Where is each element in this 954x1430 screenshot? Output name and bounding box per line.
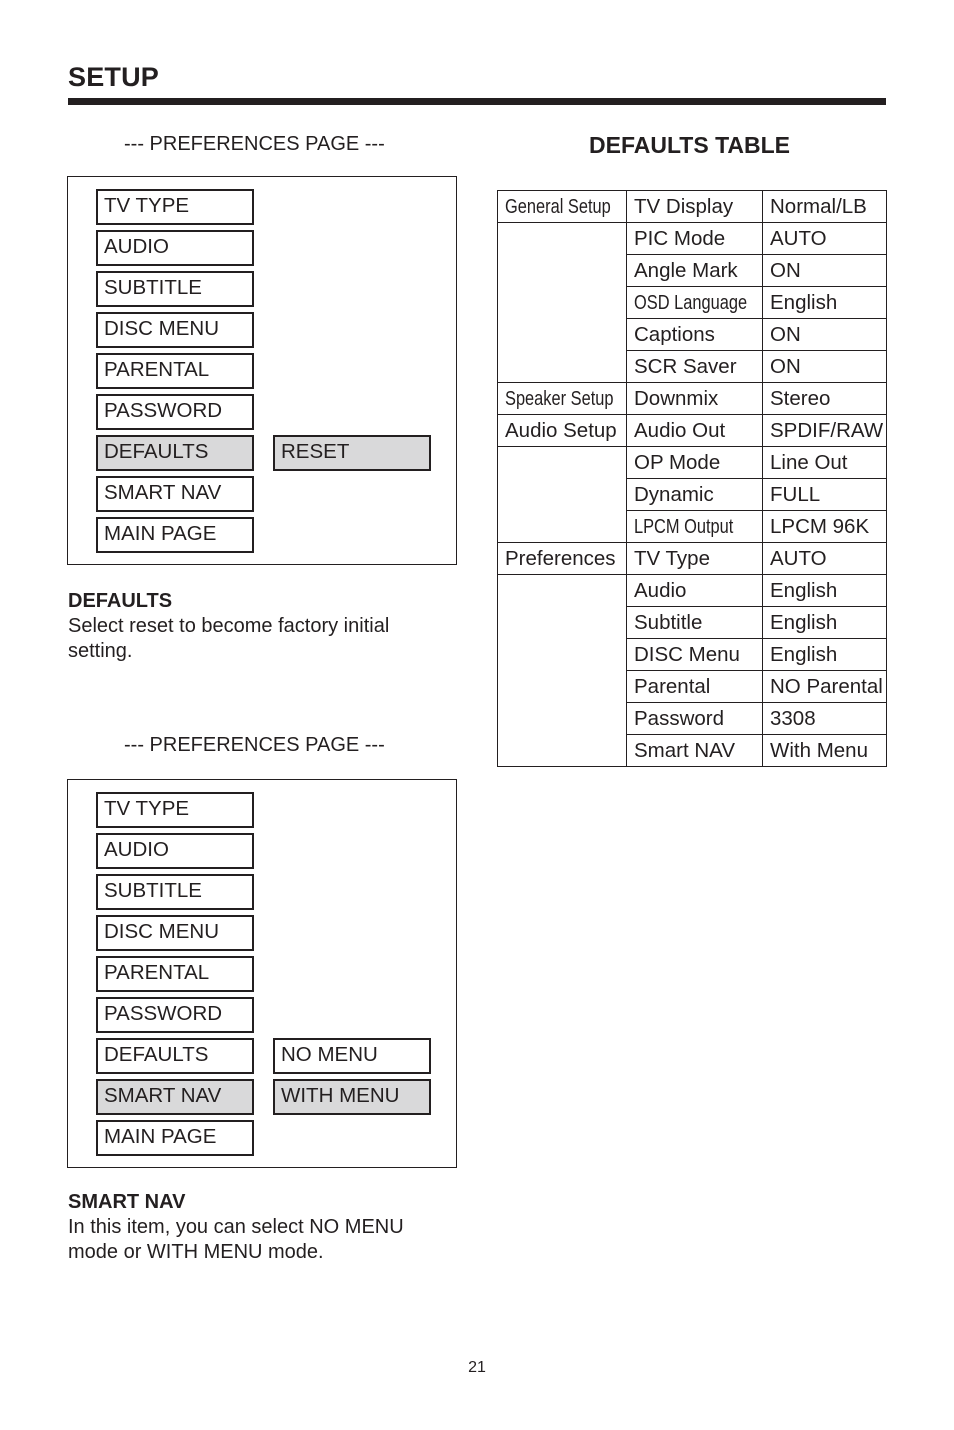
category-label: General Setup	[505, 194, 611, 218]
category-cell-empty	[498, 575, 627, 767]
menu-item-parental[interactable]: PARENTAL	[96, 353, 254, 389]
setting-label: PIC Mode	[634, 226, 726, 250]
setting-cell	[627, 447, 763, 479]
table-row	[498, 447, 887, 479]
setting-cell	[627, 543, 763, 575]
setting-cell	[627, 511, 763, 543]
menu-item-disc-menu[interactable]: DISC MENU	[96, 915, 254, 951]
value-label: Line Out	[770, 450, 848, 474]
value-cell	[763, 223, 887, 255]
defaults-desc-line: setting.	[68, 640, 133, 662]
value-label: With Menu	[770, 738, 868, 762]
setting-cell	[627, 223, 763, 255]
smartnav-desc-title: SMART NAV	[68, 1191, 186, 1213]
value-cell	[763, 415, 887, 447]
value-cell	[763, 511, 887, 543]
value-label: English	[770, 290, 838, 314]
defaults-table	[497, 190, 887, 767]
smartnav-desc-line: In this item, you can select NO MENU	[68, 1216, 404, 1238]
value-cell	[763, 287, 887, 319]
smartnav-desc-line: mode or WITH MENU mode.	[68, 1241, 324, 1263]
table-row	[498, 191, 887, 223]
menu-item-password[interactable]: PASSWORD	[96, 997, 254, 1033]
category-cell-empty	[498, 223, 627, 383]
menu-item-main-page[interactable]: MAIN PAGE	[96, 1120, 254, 1156]
preferences-menu-bottom	[67, 779, 457, 1168]
defaults-desc-line: Select reset to become factory initial	[68, 615, 390, 637]
menu-item-smart-nav[interactable]: SMART NAV	[96, 1079, 254, 1115]
setting-label: Dynamic	[634, 482, 714, 506]
value-cell	[763, 447, 887, 479]
value-label: FULL	[770, 482, 821, 506]
setting-cell	[627, 255, 763, 287]
value-label: LPCM 96K	[770, 514, 870, 538]
setting-label: Audio Out	[634, 418, 726, 442]
setting-label: Downmix	[634, 386, 719, 410]
title-divider	[68, 98, 886, 105]
value-label: English	[770, 610, 838, 634]
value-label: English	[770, 578, 838, 602]
setting-cell	[627, 287, 763, 319]
setting-cell	[627, 671, 763, 703]
setting-label: Captions	[634, 322, 715, 346]
setting-cell	[627, 319, 763, 351]
option-no-menu[interactable]: NO MENU	[273, 1038, 431, 1074]
page-number: 21	[468, 1359, 486, 1376]
setting-label: Angle Mark	[634, 258, 738, 282]
setting-cell	[627, 191, 763, 223]
page-title: SETUP	[68, 62, 160, 92]
category-label: Preferences	[505, 546, 616, 570]
setting-label: Smart NAV	[634, 738, 735, 762]
value-label: AUTO	[770, 226, 827, 250]
table-row	[498, 223, 887, 255]
category-label: Speaker Setup	[505, 386, 614, 410]
option-reset[interactable]: RESET	[273, 435, 431, 471]
setting-label: Parental	[634, 674, 711, 698]
option-with-menu[interactable]: WITH MENU	[273, 1079, 431, 1115]
menu-item-main-page[interactable]: MAIN PAGE	[96, 517, 254, 553]
setting-label: TV Type	[634, 546, 710, 570]
value-cell	[763, 607, 887, 639]
value-cell	[763, 735, 887, 767]
value-cell	[763, 351, 887, 383]
value-label: Stereo	[770, 386, 831, 410]
menu-item-audio[interactable]: AUDIO	[96, 833, 254, 869]
category-cell	[498, 415, 627, 447]
setting-cell	[627, 703, 763, 735]
menu-item-audio[interactable]: AUDIO	[96, 230, 254, 266]
setting-cell	[627, 607, 763, 639]
menu-item-defaults[interactable]: DEFAULTS	[96, 435, 254, 471]
menu-item-disc-menu[interactable]: DISC MENU	[96, 312, 254, 348]
value-cell	[763, 191, 887, 223]
setting-cell	[627, 575, 763, 607]
category-cell-empty	[498, 447, 627, 543]
menu-item-tv-type[interactable]: TV TYPE	[96, 792, 254, 828]
setting-label: TV Display	[634, 194, 734, 218]
menu-item-subtitle[interactable]: SUBTITLE	[96, 271, 254, 307]
menu-item-subtitle[interactable]: SUBTITLE	[96, 874, 254, 910]
menu-top-heading: --- PREFERENCES PAGE ---	[124, 133, 385, 155]
value-label: ON	[770, 322, 801, 346]
setting-label: LPCM Output	[634, 514, 734, 538]
value-label: ON	[770, 258, 801, 282]
table-row	[498, 415, 887, 447]
setting-label: OP Mode	[634, 450, 721, 474]
setting-cell	[627, 415, 763, 447]
setting-label: Audio	[634, 578, 687, 602]
value-cell	[763, 479, 887, 511]
value-cell	[763, 703, 887, 735]
defaults-desc-text	[68, 614, 389, 664]
setting-cell	[627, 639, 763, 671]
table-row	[498, 575, 887, 607]
value-cell	[763, 383, 887, 415]
value-label: English	[770, 642, 838, 666]
setting-label: Password	[634, 706, 725, 730]
preferences-menu-top	[67, 176, 457, 565]
value-label: NO Parental	[770, 674, 883, 698]
value-cell	[763, 319, 887, 351]
category-cell	[498, 191, 627, 223]
value-cell	[763, 671, 887, 703]
menu-item-tv-type[interactable]: TV TYPE	[96, 189, 254, 225]
table-row	[498, 543, 887, 575]
value-label: Normal/LB	[770, 194, 867, 218]
value-label: AUTO	[770, 546, 827, 570]
menu-bottom-heading: --- PREFERENCES PAGE ---	[124, 734, 385, 756]
setting-cell	[627, 735, 763, 767]
value-label: 3308	[770, 706, 816, 730]
value-label: SPDIF/RAW	[770, 418, 884, 442]
value-cell	[763, 543, 887, 575]
menu-item-smart-nav[interactable]: SMART NAV	[96, 476, 254, 512]
value-cell	[763, 255, 887, 287]
category-cell	[498, 383, 627, 415]
defaults-desc-title: DEFAULTS	[68, 590, 173, 612]
setting-cell	[627, 479, 763, 511]
setting-label: OSD Language	[634, 290, 748, 314]
category-label: Audio Setup	[505, 418, 617, 442]
menu-item-defaults[interactable]: DEFAULTS	[96, 1038, 254, 1074]
setting-cell	[627, 351, 763, 383]
value-cell	[763, 575, 887, 607]
defaults-table-heading: DEFAULTS TABLE	[589, 132, 791, 158]
menu-item-parental[interactable]: PARENTAL	[96, 956, 254, 992]
smartnav-desc-text	[68, 1215, 404, 1265]
value-cell	[763, 639, 887, 671]
setting-cell	[627, 383, 763, 415]
table-row	[498, 383, 887, 415]
value-label: ON	[770, 354, 801, 378]
setting-label: Subtitle	[634, 610, 703, 634]
menu-item-password[interactable]: PASSWORD	[96, 394, 254, 430]
setting-label: SCR Saver	[634, 354, 737, 378]
setting-label: DISC Menu	[634, 642, 740, 666]
category-cell	[498, 543, 627, 575]
